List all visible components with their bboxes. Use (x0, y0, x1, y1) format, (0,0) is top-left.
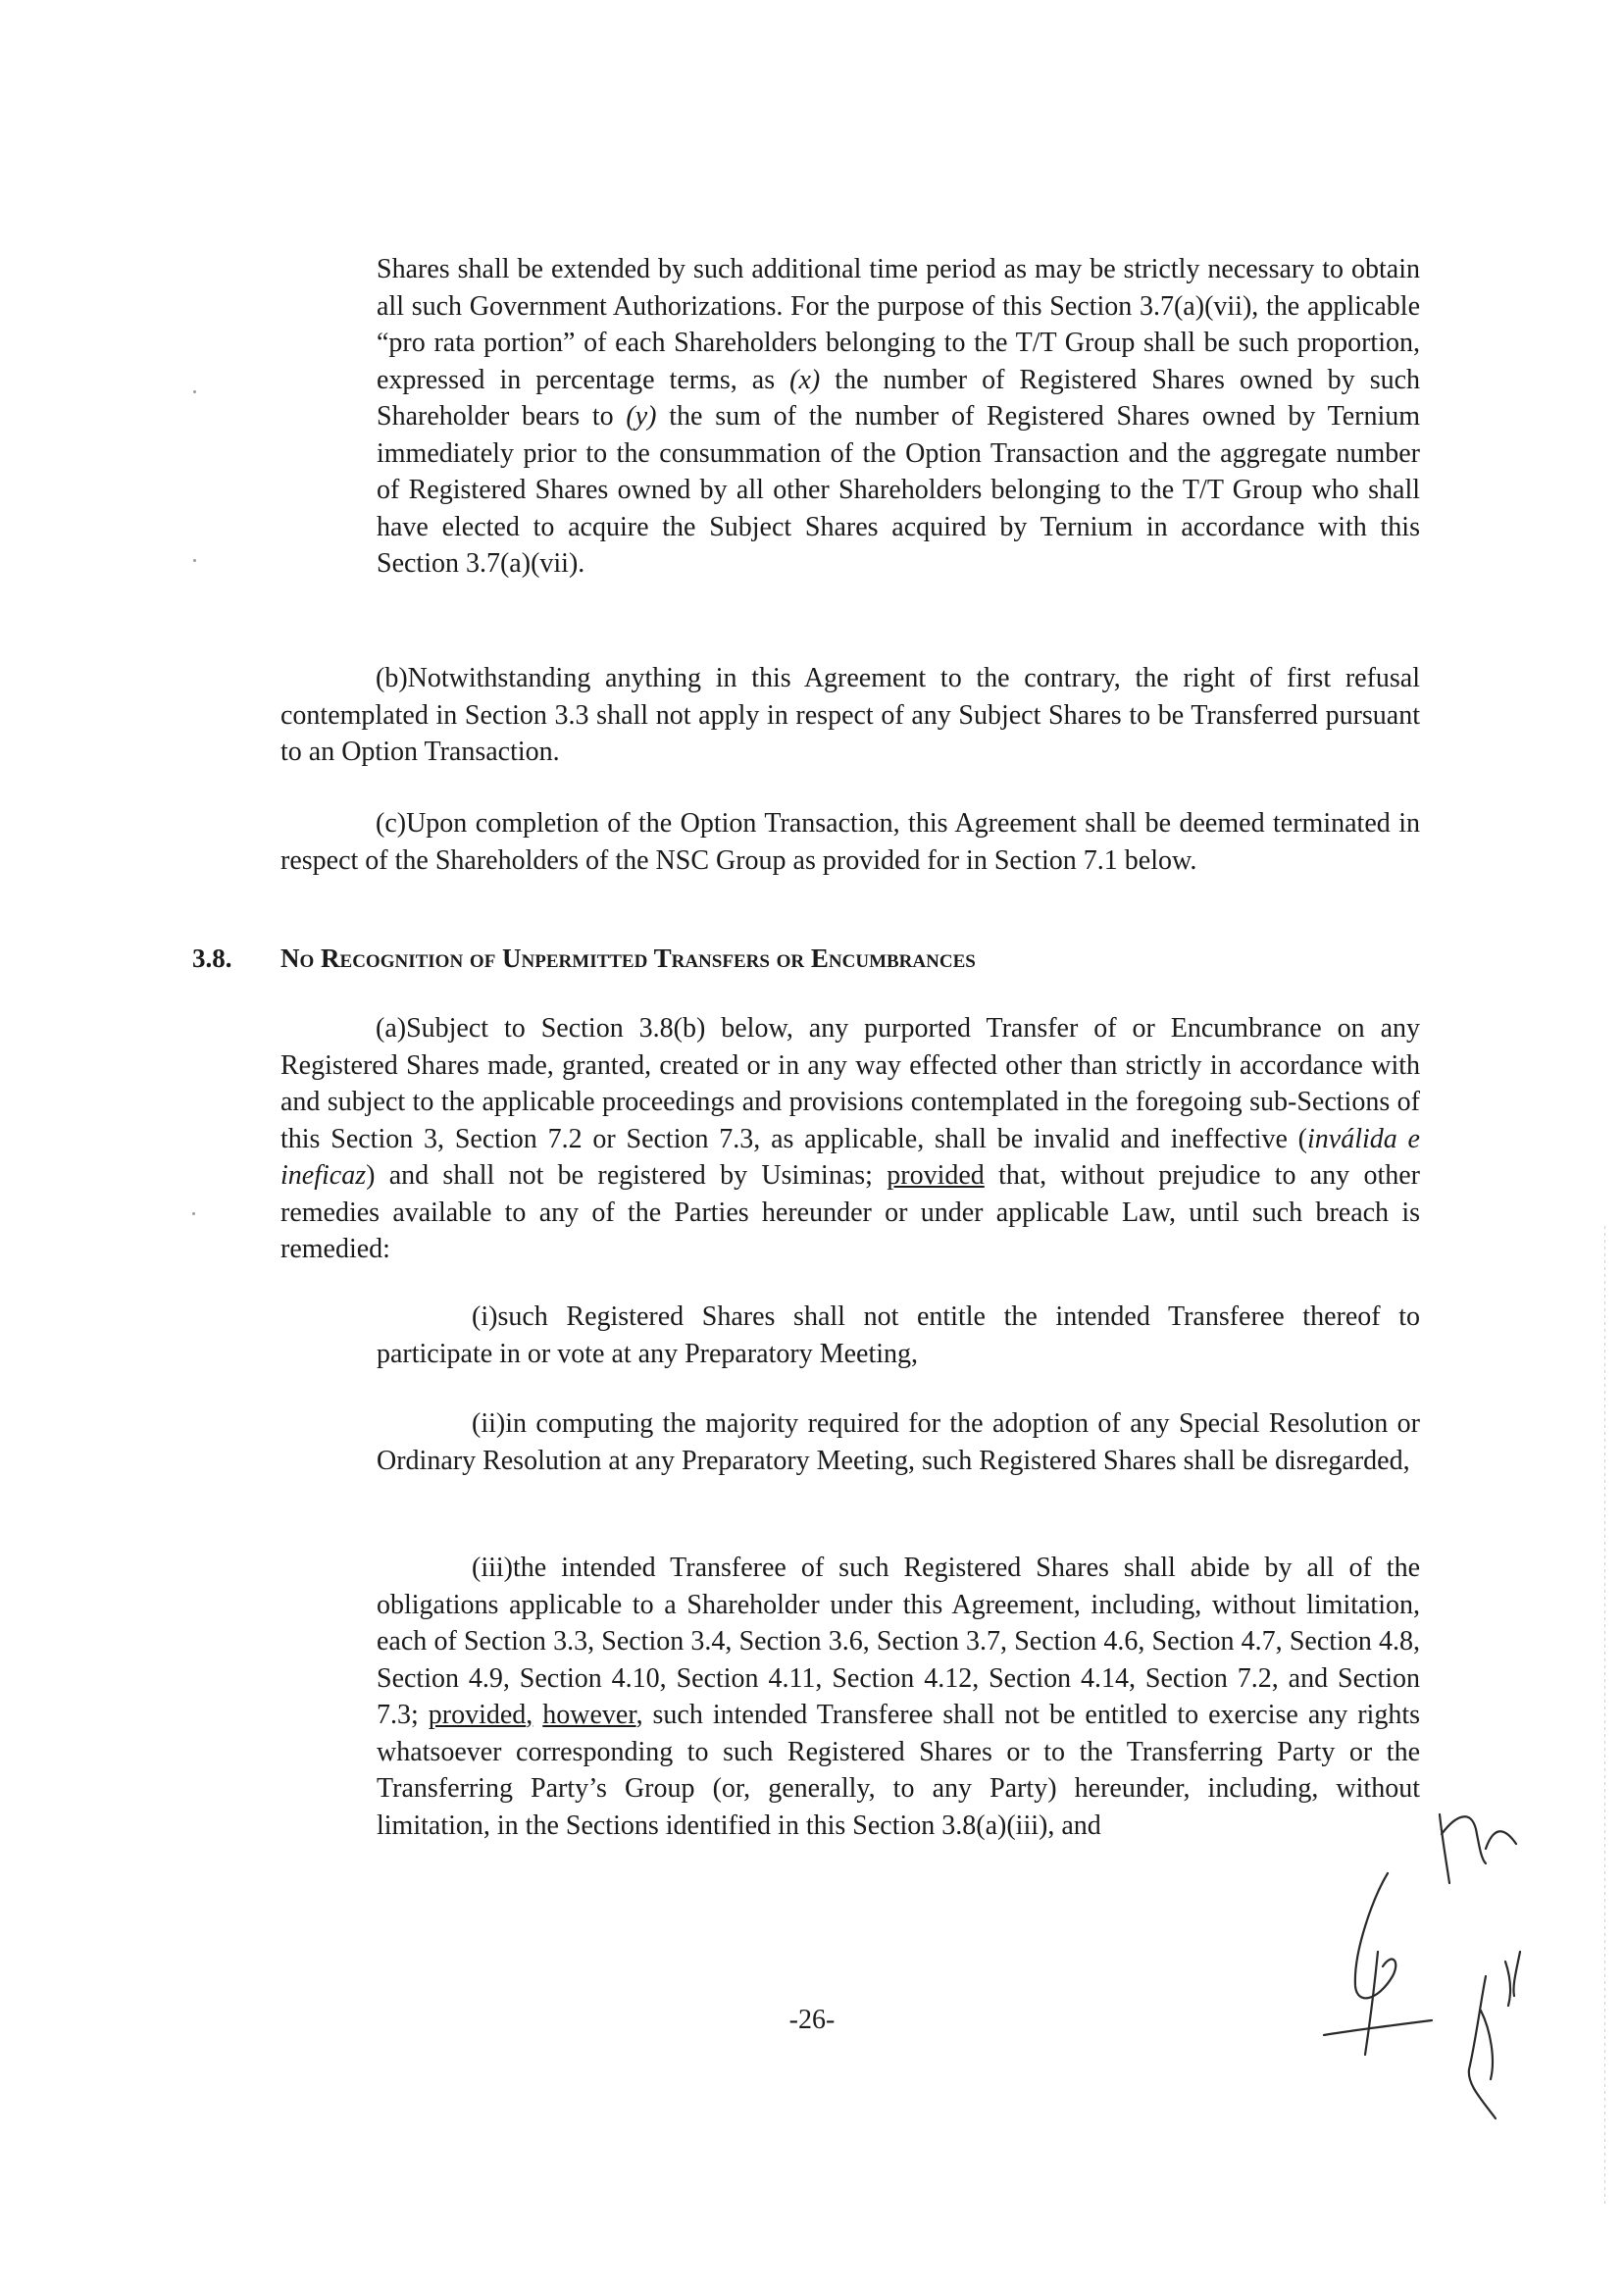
paragraph-b (280, 660, 1420, 771)
paragraph-i-text: such Registered Shares shall not entitle the intended Transferee thereof to participate in or vote at any Preparatory Meeting, (377, 1301, 1420, 1369)
section-title: No Recognition of Unpermitted Transfers or Encumbrances (280, 943, 976, 973)
paragraph-iii-provided: provided (428, 1700, 527, 1730)
initials-signature (1285, 1805, 1579, 2138)
scan-dot (193, 559, 196, 562)
paragraph-ii-label: (ii) (472, 1408, 506, 1439)
paragraph-c (280, 805, 1420, 879)
page-number: -26- (788, 2005, 836, 2035)
section-number: 3.8. (192, 943, 232, 973)
paragraph-i-label: (i) (472, 1301, 498, 1332)
paragraph-continuation-text-3: the sum of the number of Registered Shares owned by Ternium immediately prior to the consummation of the Option Transaction and the aggregate number of Registered Shares owned by all other Shareholders belonging to the T/T Group who shall have elected to acquire the Subject Shares acquired by Ternium in accordance with this Section 3.7(a)(vii). (377, 401, 1421, 579)
paragraph-iii-label: (iii) (472, 1553, 513, 1583)
paragraph-i (377, 1299, 1420, 1372)
paragraph-iii-comma: , (526, 1700, 533, 1730)
paragraph-a-italic: inválida e ineficaz (280, 1123, 1420, 1191)
paragraph-continuation-text: Shares shall be extended by such additional time period as may be strictly necessary to obtain all such Government Authorizations. For the purpose of this Section 3.7(a)(vii), the applicable “pro rata portion” of each Shareholders belonging to the T/T Group shall be such proportion, expressed in percentage terms, as (377, 254, 1420, 395)
paragraph-iii (377, 1550, 1420, 1844)
paragraph-continuation (377, 251, 1420, 583)
paragraph-continuation-text-2: the number of Registered Shares owned by such Shareholder bears to (377, 364, 1421, 432)
x-label: (x) (789, 364, 821, 395)
paragraph-iii-text-2: , such intended Transferee shall not be entitled to exercise any rights whatsoever corresponding to such Registered Shares or to the Transferring Party or the Transferring Party’s Group (or, generally, to any Party) hereunder, including, without limitation, in the Sections identified in this Section 3.8(a)(iii), and (377, 1700, 1421, 1841)
paragraph-iii-text-1: the intended Transferee of such Registered Shares shall abide by all of the obligations applicable to a Shareholder under this Agreement, including, without limitation, each of Section 3.3, Section 3.4, Section 3.6, Section 3.7, Section 4.6, Section 4.7, Section 4.8, Section 4.9, Section 4.10, Section 4.11, Section 4.12, Section 4.14, Section 7.2, and Section 7.3; (377, 1553, 1420, 1730)
paragraph-a-provided: provided (887, 1160, 985, 1191)
scan-edge-mark (1604, 1226, 1605, 2207)
paragraph-ii (377, 1405, 1420, 1479)
paragraph-a (280, 1010, 1420, 1268)
paragraph-a-text-2: ) and shall not be registered by Usiminas; (366, 1160, 873, 1191)
paragraph-b-text: Notwithstanding anything in this Agreement to the contrary, the right of first refusal contemplated in Section 3.3 shall not apply in respect of any Subject Shares to be Transferred pursuant to an Option Transaction. (280, 663, 1420, 767)
paragraph-b-label: (b) (376, 663, 408, 693)
section-heading (192, 943, 1428, 974)
paragraph-ii-text: in computing the majority required for the adoption of any Special Resolution or Ordinary Resolution at any Preparatory Meeting, such Registered Shares shall be disregarded, (377, 1408, 1420, 1476)
paragraph-c-label: (c) (376, 808, 407, 839)
y-label: (y) (626, 401, 657, 432)
scan-dot (192, 1212, 195, 1215)
paragraph-iii-however: however (542, 1700, 636, 1730)
scan-dot (193, 390, 196, 393)
paragraph-a-text-1: Subject to Section 3.8(b) below, any purported Transfer of or Encumbrance on any Registered Shares made, granted, created or in any way effected other than strictly in accordance with and subject to the applicable proceedings and provisions contemplated in the foregoing sub-Sections of this Section 3, Section 7.2 or Section 7.3, as applicable, shall be invalid and ineffective ( (280, 1013, 1420, 1154)
paragraph-a-text-3: that, without prejudice to any other remedies available to any of the Parties hereunder or under applicable Law, until such breach is remedied: (280, 1160, 1421, 1264)
paragraph-a-label: (a) (376, 1013, 407, 1044)
paragraph-c-text: Upon completion of the Option Transaction, this Agreement shall be deemed terminated in respect of the Shareholders of the NSC Group as provided for in Section 7.1 below. (280, 808, 1420, 876)
